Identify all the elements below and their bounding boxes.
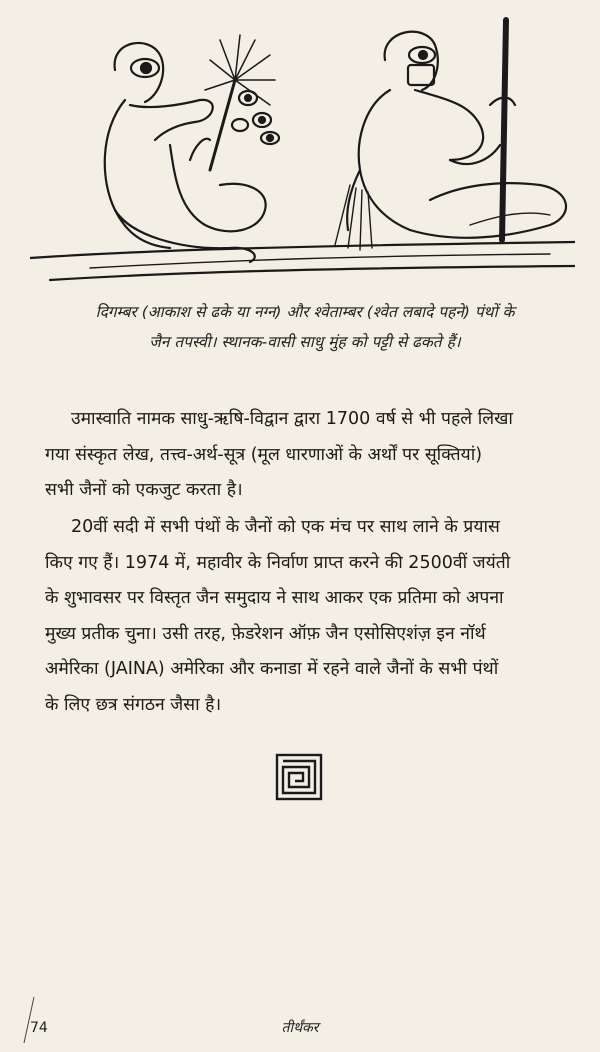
paragraph-2-line-5: अमेरिका (JAINA) अमेरिका और कनाडा में रहने वाले जैनों के सभी पंथों: [45, 659, 499, 679]
paragraph-2-line-4: मुख्य प्रतीक चुना। उसी तरह, फ़ेडरेशन ऑफ़ जैन एसोसिएशंज़ इन नॉर्थ: [45, 623, 486, 644]
paragraph-1-line-2: गया संस्कृत लेख, तत्त्व-अर्थ-सूत्र (मूल धारणाओं के अर्थों पर सूक्तियां): [45, 444, 483, 465]
paragraph-1-line-1: उमास्वाति नामक साधु-ऋषि-विद्वान द्वारा 1700 वर्ष से भी पहले लिखा: [71, 409, 513, 429]
paragraph-2-line-2: किए गए हैं। 1974 में, महावीर के निर्वाण प्राप्त करने की 2500वीं जयंती: [45, 552, 511, 573]
paragraph-1: [45, 402, 570, 509]
paragraph-1-line-3: सभी जैनों को एकजुट करता है।: [45, 480, 243, 500]
paragraph-2-line-1: 20वीं सदी में सभी पंथों के जैनों को एक मंच पर साथ लाने के प्रयास: [71, 517, 500, 537]
page-number: 74: [30, 1020, 48, 1036]
paragraph-2-line-3: के शुभावसर पर विस्तृत जैन समुदाय ने साथ आकर एक प्रतिमा को अपना: [45, 588, 504, 608]
paragraph-2: [45, 510, 570, 723]
paragraph-2-line-6: के लिए छत्र संगठन जैसा है।: [45, 694, 222, 715]
illustration-caption-line-1: दिगम्बर (आकाश से ढके या नग्न) और श्वेताम्बर (श्वेत लबादे पहने) पंथों के: [95, 303, 515, 321]
section-ornament-icon: [274, 752, 324, 802]
running-footer-title: तीर्थंकर: [281, 1020, 319, 1036]
illustration-caption-line-2: जैन तपस्वी। स्थानक-वासी साधु मुंह को पट्टी से ढकते हैं।: [149, 333, 461, 351]
jain-ascetics-illustration: [30, 10, 575, 295]
